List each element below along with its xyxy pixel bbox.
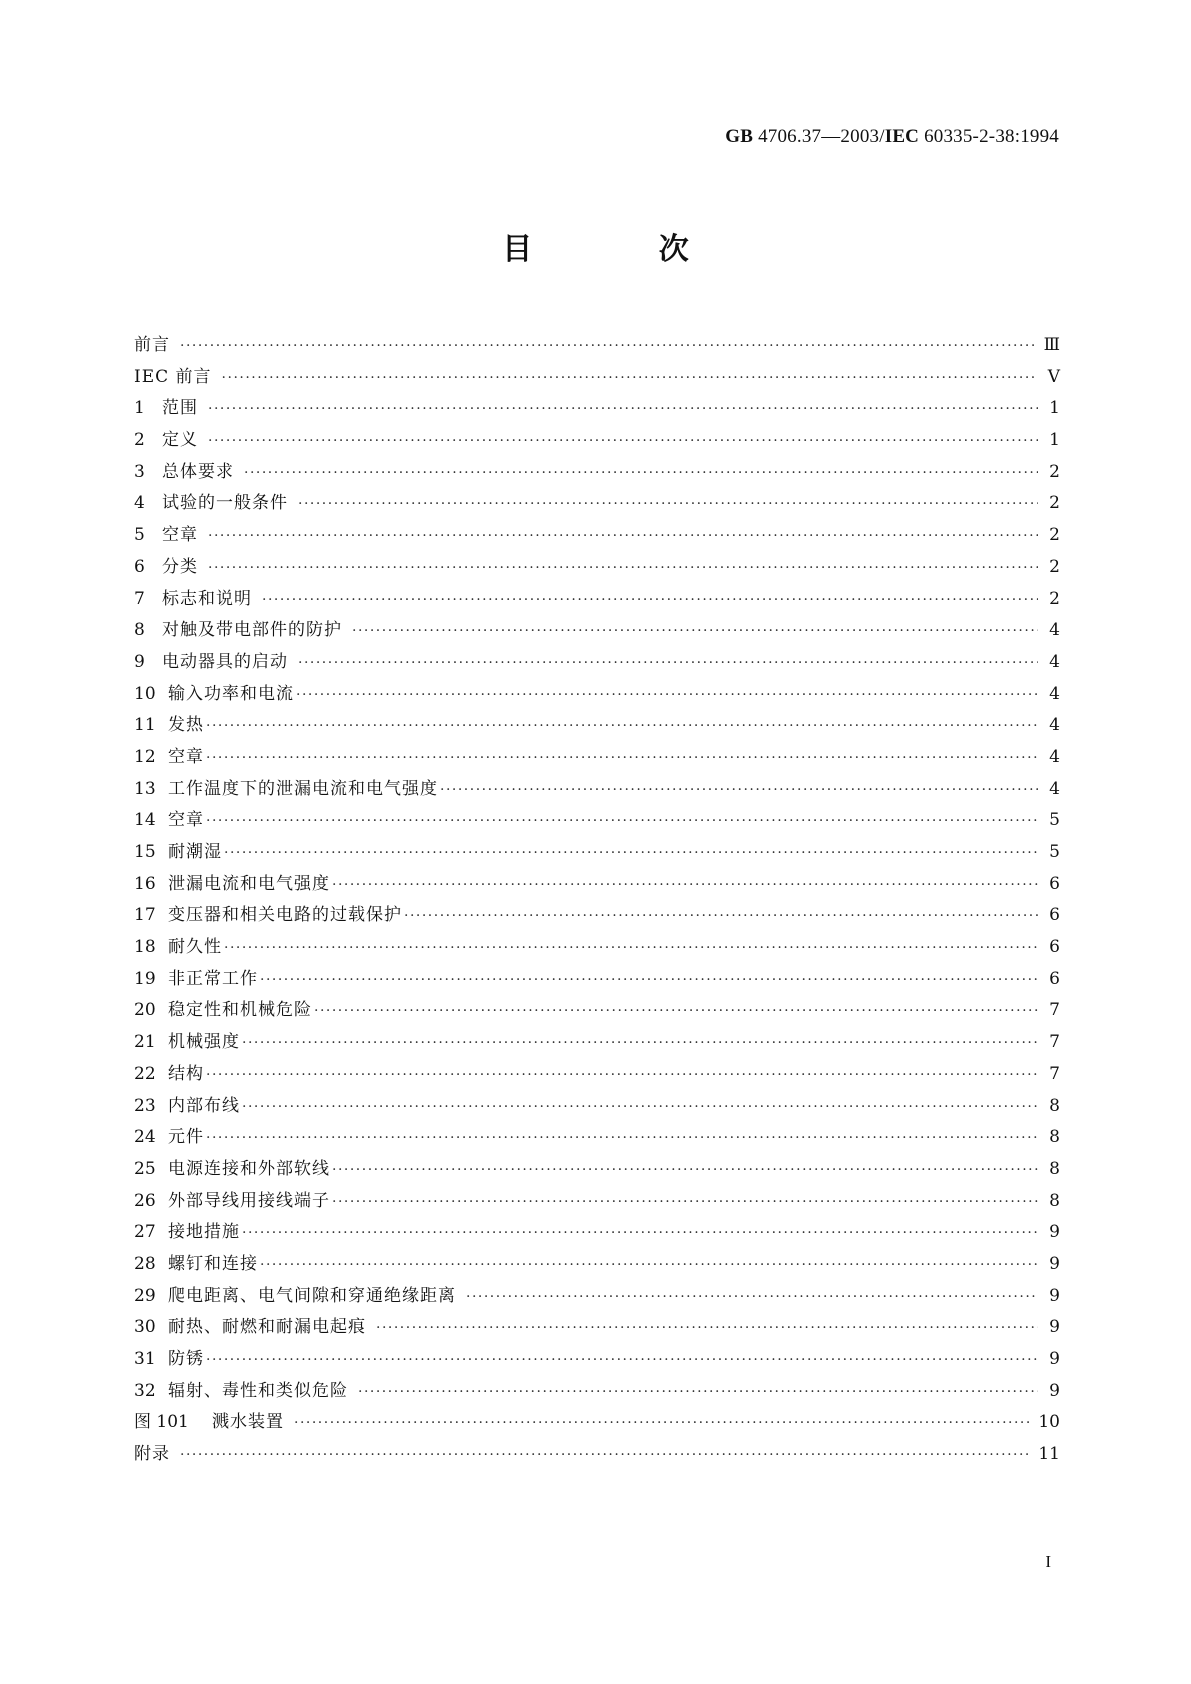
toc-entry-label: 电动器具的启动 — [162, 651, 288, 672]
toc-leader-dots — [242, 1225, 1038, 1241]
toc-entry[interactable] — [134, 995, 1060, 1027]
toc-entry-label: 输入功率和电流 — [168, 683, 294, 704]
toc-entry-label: 外部导线用接线端子 — [168, 1190, 330, 1211]
toc-entry-number: 17 — [134, 905, 156, 926]
toc-entry-label: 工作温度下的泄漏电流和电气强度 — [168, 778, 438, 799]
toc-entry-label: 总体要求 — [162, 461, 234, 482]
toc-entry-label: 机械强度 — [168, 1032, 240, 1053]
toc-entry-number: 12 — [134, 746, 156, 767]
standard-prefix: GB — [725, 126, 754, 147]
toc-leader-dots — [332, 1194, 1038, 1210]
toc-leader-dots — [440, 782, 1038, 798]
toc-entry-label: 附录 — [134, 1444, 170, 1465]
toc-entry-number: 29 — [134, 1285, 156, 1306]
toc-leader-dots — [206, 718, 1038, 734]
toc-leader-dots — [180, 338, 1038, 354]
toc-entry-page: 11 — [1038, 1444, 1060, 1465]
toc-entry-label: 耐热、耐燃和耐漏电起痕 — [168, 1317, 366, 1338]
toc-entry[interactable] — [134, 805, 1060, 837]
toc-entry-page: 8 — [1049, 1158, 1060, 1179]
toc-entry[interactable] — [134, 457, 1060, 489]
toc-entry-number: 1 — [134, 398, 145, 419]
toc-entry[interactable] — [134, 488, 1060, 520]
toc-leader-dots — [260, 972, 1038, 988]
toc-entry[interactable] — [134, 1027, 1060, 1059]
toc-entry-page: 4 — [1049, 715, 1060, 736]
toc-entry[interactable] — [134, 964, 1060, 996]
toc-entry-label: 空章 — [168, 810, 204, 831]
toc-entry-page: 2 — [1049, 525, 1060, 546]
toc-leader-dots — [206, 1352, 1038, 1368]
toc-entry-number: 31 — [134, 1349, 156, 1369]
toc-entry-number: 24 — [134, 1127, 156, 1148]
toc-leader-dots — [180, 1447, 1032, 1463]
toc-entry[interactable] — [134, 1091, 1060, 1123]
toc-entry-number: 9 — [134, 651, 145, 672]
toc-entry-number: 8 — [134, 620, 145, 641]
toc-entry[interactable] — [134, 742, 1060, 774]
toc-entry-page: 9 — [1049, 1285, 1060, 1306]
toc-leader-dots — [206, 750, 1038, 766]
standard-code — [725, 126, 1059, 148]
toc-entry-label: 泄漏电流和电气强度 — [168, 873, 330, 894]
toc-leader-dots — [244, 465, 1038, 481]
toc-entry-number: 20 — [134, 1000, 156, 1021]
toc-leader-dots — [208, 433, 1038, 449]
toc-entry[interactable] — [134, 1439, 1060, 1471]
toc-entry-page: 4 — [1049, 651, 1060, 672]
toc-entry-page: 2 — [1049, 588, 1060, 609]
toc-entry-label: 爬电距离、电气间隙和穿通绝缘距离 — [168, 1285, 456, 1306]
toc-entry-number: 28 — [134, 1253, 156, 1274]
toc-leader-dots — [376, 1320, 1038, 1336]
toc-entry-label: 耐久性 — [168, 937, 222, 958]
toc-entry-page: 2 — [1049, 556, 1060, 577]
iec-prefix: IEC — [884, 126, 920, 147]
toc-entry-label: 标志和说明 — [162, 588, 252, 609]
toc-leader-dots — [224, 940, 1038, 956]
toc-entry[interactable] — [134, 520, 1060, 552]
toc-entry[interactable] — [134, 425, 1060, 457]
toc-entry[interactable] — [134, 1217, 1060, 1249]
toc-entry-label: 元件 — [168, 1127, 204, 1148]
toc-leader-dots — [314, 1003, 1038, 1019]
page-title: 目 次 — [502, 232, 747, 267]
toc-entry-number: 图 101 — [134, 1412, 189, 1433]
toc-entry-label: 稳定性和机械危险 — [168, 1000, 312, 1021]
toc-entry-page: 7 — [1049, 1063, 1060, 1084]
toc-entry[interactable] — [134, 362, 1060, 394]
toc-entry-number: 30 — [134, 1317, 156, 1338]
toc-entry[interactable] — [134, 710, 1060, 742]
toc-entry[interactable] — [134, 1344, 1060, 1376]
toc-entry-page: Ⅲ — [1043, 335, 1060, 355]
toc-entry-number: 4 — [134, 493, 145, 514]
toc-leader-dots — [206, 1130, 1038, 1146]
toc-leader-dots — [206, 1067, 1038, 1083]
toc-entry[interactable] — [134, 1186, 1060, 1218]
toc-entry[interactable] — [134, 837, 1060, 869]
table-of-contents — [134, 330, 1060, 1471]
toc-leader-dots — [208, 528, 1038, 544]
toc-entry-label: 前言 — [134, 335, 170, 355]
toc-entry-page: 5 — [1049, 810, 1060, 831]
toc-entry[interactable] — [134, 1059, 1060, 1091]
toc-entry[interactable] — [134, 900, 1060, 932]
toc-entry[interactable] — [134, 552, 1060, 584]
toc-entry-number: 7 — [134, 588, 145, 609]
toc-entry-label: 对触及带电部件的防护 — [162, 620, 342, 641]
toc-entry-label: 空章 — [168, 746, 204, 767]
toc-entry-page: 1 — [1049, 398, 1060, 419]
toc-entry[interactable] — [134, 1154, 1060, 1186]
toc-entry-page: 8 — [1049, 1127, 1060, 1148]
toc-entry-page: 4 — [1049, 683, 1060, 704]
toc-leader-dots — [262, 592, 1038, 608]
toc-entry-page: 8 — [1049, 1095, 1060, 1116]
standard-number: 4706.37—2003/ — [758, 126, 885, 147]
toc-entry-number: 2 — [134, 430, 145, 451]
toc-entry-label: 溅水装置 — [212, 1412, 284, 1433]
toc-leader-dots — [242, 1099, 1038, 1115]
toc-entry-label: 结构 — [168, 1063, 204, 1084]
toc-entry-label: 防锈 — [168, 1349, 204, 1369]
toc-entry-page: 9 — [1049, 1317, 1060, 1338]
toc-entry[interactable] — [134, 584, 1060, 616]
toc-entry-number: 6 — [134, 556, 145, 577]
toc-entry-page: 4 — [1049, 746, 1060, 767]
iec-number: 60335-2-38:1994 — [924, 126, 1059, 147]
toc-entry-page: 7 — [1049, 1032, 1060, 1053]
toc-entry-label: 螺钉和连接 — [168, 1253, 258, 1274]
toc-leader-dots — [206, 813, 1038, 829]
toc-entry-page: 5 — [1049, 842, 1060, 862]
toc-entry-label: 辐射、毒性和类似危险 — [168, 1380, 348, 1401]
toc-entry-label: 定义 — [162, 430, 198, 451]
toc-entry-page: 2 — [1049, 461, 1060, 482]
toc-entry-number: 5 — [134, 525, 145, 546]
toc-entry-number: 27 — [134, 1222, 156, 1243]
toc-entry-page: 7 — [1049, 1000, 1060, 1021]
page-number: I — [1045, 1552, 1051, 1571]
toc-entry-page: 10 — [1038, 1412, 1060, 1433]
toc-entry-page: 9 — [1049, 1222, 1060, 1243]
toc-entry[interactable] — [134, 1407, 1060, 1439]
toc-leader-dots — [224, 845, 1038, 861]
toc-entry-label: 电源连接和外部软线 — [168, 1158, 330, 1179]
toc-entry-page: 6 — [1049, 968, 1060, 989]
toc-entry-number: 22 — [134, 1063, 156, 1084]
toc-leader-dots — [332, 877, 1038, 893]
toc-leader-dots — [208, 560, 1038, 576]
toc-entry-page: 4 — [1049, 620, 1060, 641]
toc-entry[interactable] — [134, 647, 1060, 679]
toc-entry[interactable] — [134, 1376, 1060, 1408]
toc-leader-dots — [332, 1162, 1038, 1178]
toc-entry[interactable] — [134, 1312, 1060, 1344]
toc-entry[interactable] — [134, 869, 1060, 901]
toc-entry-page: 2 — [1049, 493, 1060, 514]
toc-entry-number: 10 — [134, 683, 156, 704]
toc-entry[interactable] — [134, 1122, 1060, 1154]
toc-entry-number: 18 — [134, 937, 156, 958]
toc-entry[interactable] — [134, 615, 1060, 647]
toc-entry-page: 9 — [1049, 1380, 1060, 1401]
toc-entry-number: 25 — [134, 1158, 156, 1179]
toc-entry-number: 14 — [134, 810, 156, 831]
toc-entry[interactable] — [134, 393, 1060, 425]
toc-leader-dots — [358, 1384, 1038, 1400]
toc-entry-number: 3 — [134, 461, 145, 482]
toc-entry-label: 变压器和相关电路的过载保护 — [168, 905, 402, 926]
toc-entry-number: 21 — [134, 1032, 156, 1053]
toc-entry-number: 19 — [134, 968, 156, 989]
toc-leader-dots — [222, 370, 1038, 386]
toc-entry-label: 耐潮湿 — [168, 842, 222, 862]
toc-entry-number: 11 — [134, 715, 156, 736]
toc-entry-page: 6 — [1049, 937, 1060, 958]
toc-entry-number: 32 — [134, 1380, 156, 1401]
toc-entry-number: 23 — [134, 1095, 156, 1116]
toc-entry-number: 16 — [134, 873, 156, 894]
toc-leader-dots — [352, 623, 1038, 639]
toc-leader-dots — [466, 1289, 1038, 1305]
toc-entry-page: 8 — [1049, 1190, 1060, 1211]
toc-leader-dots — [404, 908, 1038, 924]
toc-entry-page: 9 — [1049, 1253, 1060, 1274]
toc-leader-dots — [298, 655, 1038, 671]
toc-leader-dots — [296, 687, 1038, 703]
toc-entry-label: 分类 — [162, 556, 198, 577]
toc-leader-dots — [208, 401, 1038, 417]
toc-entry-page: Ⅴ — [1047, 366, 1060, 387]
toc-entry-page: 1 — [1049, 430, 1060, 451]
toc-entry[interactable] — [134, 1281, 1060, 1313]
toc-entry-label: 范围 — [162, 398, 198, 419]
toc-entry-label: 发热 — [168, 715, 204, 736]
toc-leader-dots — [242, 1035, 1038, 1051]
toc-entry[interactable] — [134, 1249, 1060, 1281]
toc-entry[interactable] — [134, 932, 1060, 964]
toc-entry-label: 空章 — [162, 525, 198, 546]
toc-entry-number: 13 — [134, 778, 156, 799]
toc-entry-page: 6 — [1049, 905, 1060, 926]
toc-entry-label: 非正常工作 — [168, 968, 258, 989]
toc-entry-page: 9 — [1049, 1349, 1060, 1369]
toc-entry-page: 6 — [1049, 873, 1060, 894]
toc-leader-dots — [298, 496, 1038, 512]
toc-entry-number: 15 — [134, 842, 156, 862]
toc-entry[interactable] — [134, 679, 1060, 711]
toc-entry-label: IEC 前言 — [134, 366, 212, 387]
toc-entry-label: 接地措施 — [168, 1222, 240, 1243]
toc-leader-dots — [260, 1257, 1038, 1273]
toc-entry-label: 内部布线 — [168, 1095, 240, 1116]
toc-entry-number: 26 — [134, 1190, 156, 1211]
toc-entry[interactable] — [134, 774, 1060, 806]
toc-entry-page: 4 — [1049, 778, 1060, 799]
toc-leader-dots — [294, 1415, 1032, 1431]
toc-entry[interactable] — [134, 330, 1060, 362]
toc-entry-label: 试验的一般条件 — [162, 493, 288, 514]
